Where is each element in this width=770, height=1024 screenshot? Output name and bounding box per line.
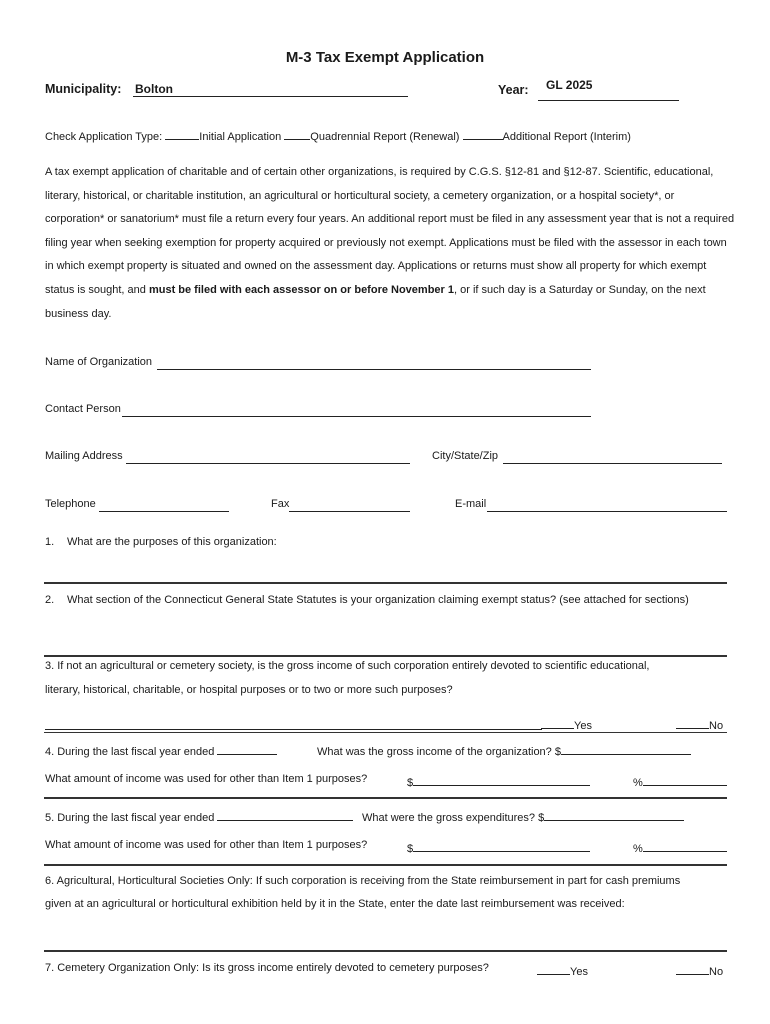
q4-dollar [407,773,590,789]
type-additional-label: Additional Report (Interim) [502,131,631,143]
year-value: GL 2025 [546,78,593,92]
year-field[interactable] [538,78,679,101]
contact-input[interactable] [122,403,591,417]
q5-fiscal-text: 5. During the last fiscal year ended [45,812,215,824]
q3-answer-line[interactable] [45,717,542,730]
q7-no [676,962,723,978]
org-name-input[interactable] [157,356,591,370]
q1-number: 1. [45,536,55,548]
q7-yes-label: Yes [570,966,588,978]
municipality-field[interactable] [133,80,408,97]
q3-yes-label: Yes [574,720,592,732]
checkbox-initial[interactable] [165,127,199,140]
q3-yes [541,716,592,732]
q5-fiscal-label [45,808,353,824]
q6-text-1: 6. Agricultural, Horticultural Societies Only: If such corporation is receiving from the State reimbursement in part for cash premiums [45,875,681,887]
city-label: City/State/Zip [432,450,499,462]
q6-text-2: given at an agricultural or horticultural exhibition held by it in the State, enter the date last reimbursement was received: [45,898,625,910]
q2-text: What section of the Connecticut General State Statutes is your organization claiming exempt status? (see attached for sections) [67,594,689,606]
q4-fiscal-input[interactable] [217,742,277,755]
q4-gross-text: What was the gross income of the organization? $ [317,746,561,758]
q3-divider [44,732,727,733]
q5-dollar-input[interactable] [413,839,590,852]
intro-paragraph [45,161,735,326]
application-type-row [45,127,631,143]
q6-answer-line[interactable] [44,950,727,952]
q4-dollar-sign: $ [407,777,414,789]
q7-yes [537,962,588,978]
contact-label: Contact Person [45,403,121,415]
q4-gross-income [317,742,691,758]
q5-divider [44,864,727,866]
q5-percent-input[interactable] [643,839,727,852]
q5-percent-sign: % [633,843,643,855]
q5-other-label: What amount of income was used for other than Item 1 purposes? [45,839,368,851]
q5-expenditures-text: What were the gross expenditures? $ [362,812,545,824]
q5-percent [633,839,727,855]
telephone-label: Telephone [45,498,96,510]
year-label: Year: [498,83,529,97]
email-input[interactable] [487,498,727,512]
city-input[interactable] [503,450,722,464]
q4-divider [44,797,727,799]
q4-gross-input[interactable] [561,742,691,755]
q4-fiscal-text: 4. During the last fiscal year ended [45,746,215,758]
q7-text: 7. Cemetery Organization Only: Is its gross income entirely devoted to cemetery purposes? [45,962,489,974]
mailing-input[interactable] [126,450,410,464]
q3-text-2: literary, historical, charitable, or hospital purposes or to two or more such purposes? [45,684,453,696]
q4-percent-input[interactable] [643,773,727,786]
email-label: E-mail [455,498,487,510]
intro-deadline: must be filed with each assessor on or before November 1 [148,283,454,296]
page-title: M-3 Tax Exempt Application [285,49,485,66]
q5-dollar-sign: $ [407,843,414,855]
q3-no-label: No [709,720,724,732]
q7-yes-blank[interactable] [537,962,570,975]
q4-percent [633,773,727,789]
municipality-value: Bolton [135,82,173,96]
q3-no-blank[interactable] [676,716,709,729]
telephone-input[interactable] [99,498,229,512]
type-initial-label: Initial Application [199,131,282,143]
q4-percent-sign: % [633,777,643,789]
q2-answer-line[interactable] [44,655,727,657]
q4-fiscal-label [45,742,277,758]
q5-expenditures-input[interactable] [544,808,684,821]
checkbox-quadrennial[interactable] [284,127,310,140]
q4-other-label: What amount of income was used for other than Item 1 purposes? [45,773,368,785]
q7-no-label: No [709,966,724,978]
q5-fiscal-input[interactable] [217,808,353,821]
q3-no [676,716,723,732]
q5-expenditures [362,808,684,824]
q4-dollar-input[interactable] [413,773,590,786]
org-name-label: Name of Organization [45,356,152,368]
type-quadrennial-label: Quadrennial Report (Renewal) [310,131,460,143]
fax-label: Fax [271,498,290,510]
q5-dollar [407,839,590,855]
q1-answer-line[interactable] [44,582,727,584]
q3-text-1: 3. If not an agricultural or cemetery society, is the gross income of such corporation entirely devoted to scientific educational, [45,660,650,672]
intro-text: A tax exempt application of charitable and of certain other organizations, is required by C.G.S. §12-81 and §12-87. Scientific, educational, literary, historical, or charitable institution, an agricultural or horticultural society, a cemetery organization, or a hospital society*, or corporation* or sanatorium* must file a return every four years. An additional report must be filed in any assessment year that is not a required filing year when seeking exemption for property acquired or previously not exempt. Applications must be filed with the assessor in each town in which exempt property is situated and owned on the assessment day. Applications or returns must show all property for which exempt status is sought, and [45,166,735,296]
checkbox-additional[interactable] [463,127,503,140]
fax-input[interactable] [289,498,410,512]
q1-text: What are the purposes of this organization: [67,536,277,548]
q2-number: 2. [45,594,55,606]
q3-yes-blank[interactable] [541,716,574,729]
municipality-label: Municipality: [45,82,122,96]
q7-no-blank[interactable] [676,962,709,975]
intro-text-end: , or if such day is a Saturday or Sunday, on the next business day. [45,283,706,320]
application-type-label: Check Application Type: [45,131,163,143]
mailing-label: Mailing Address [45,450,123,462]
